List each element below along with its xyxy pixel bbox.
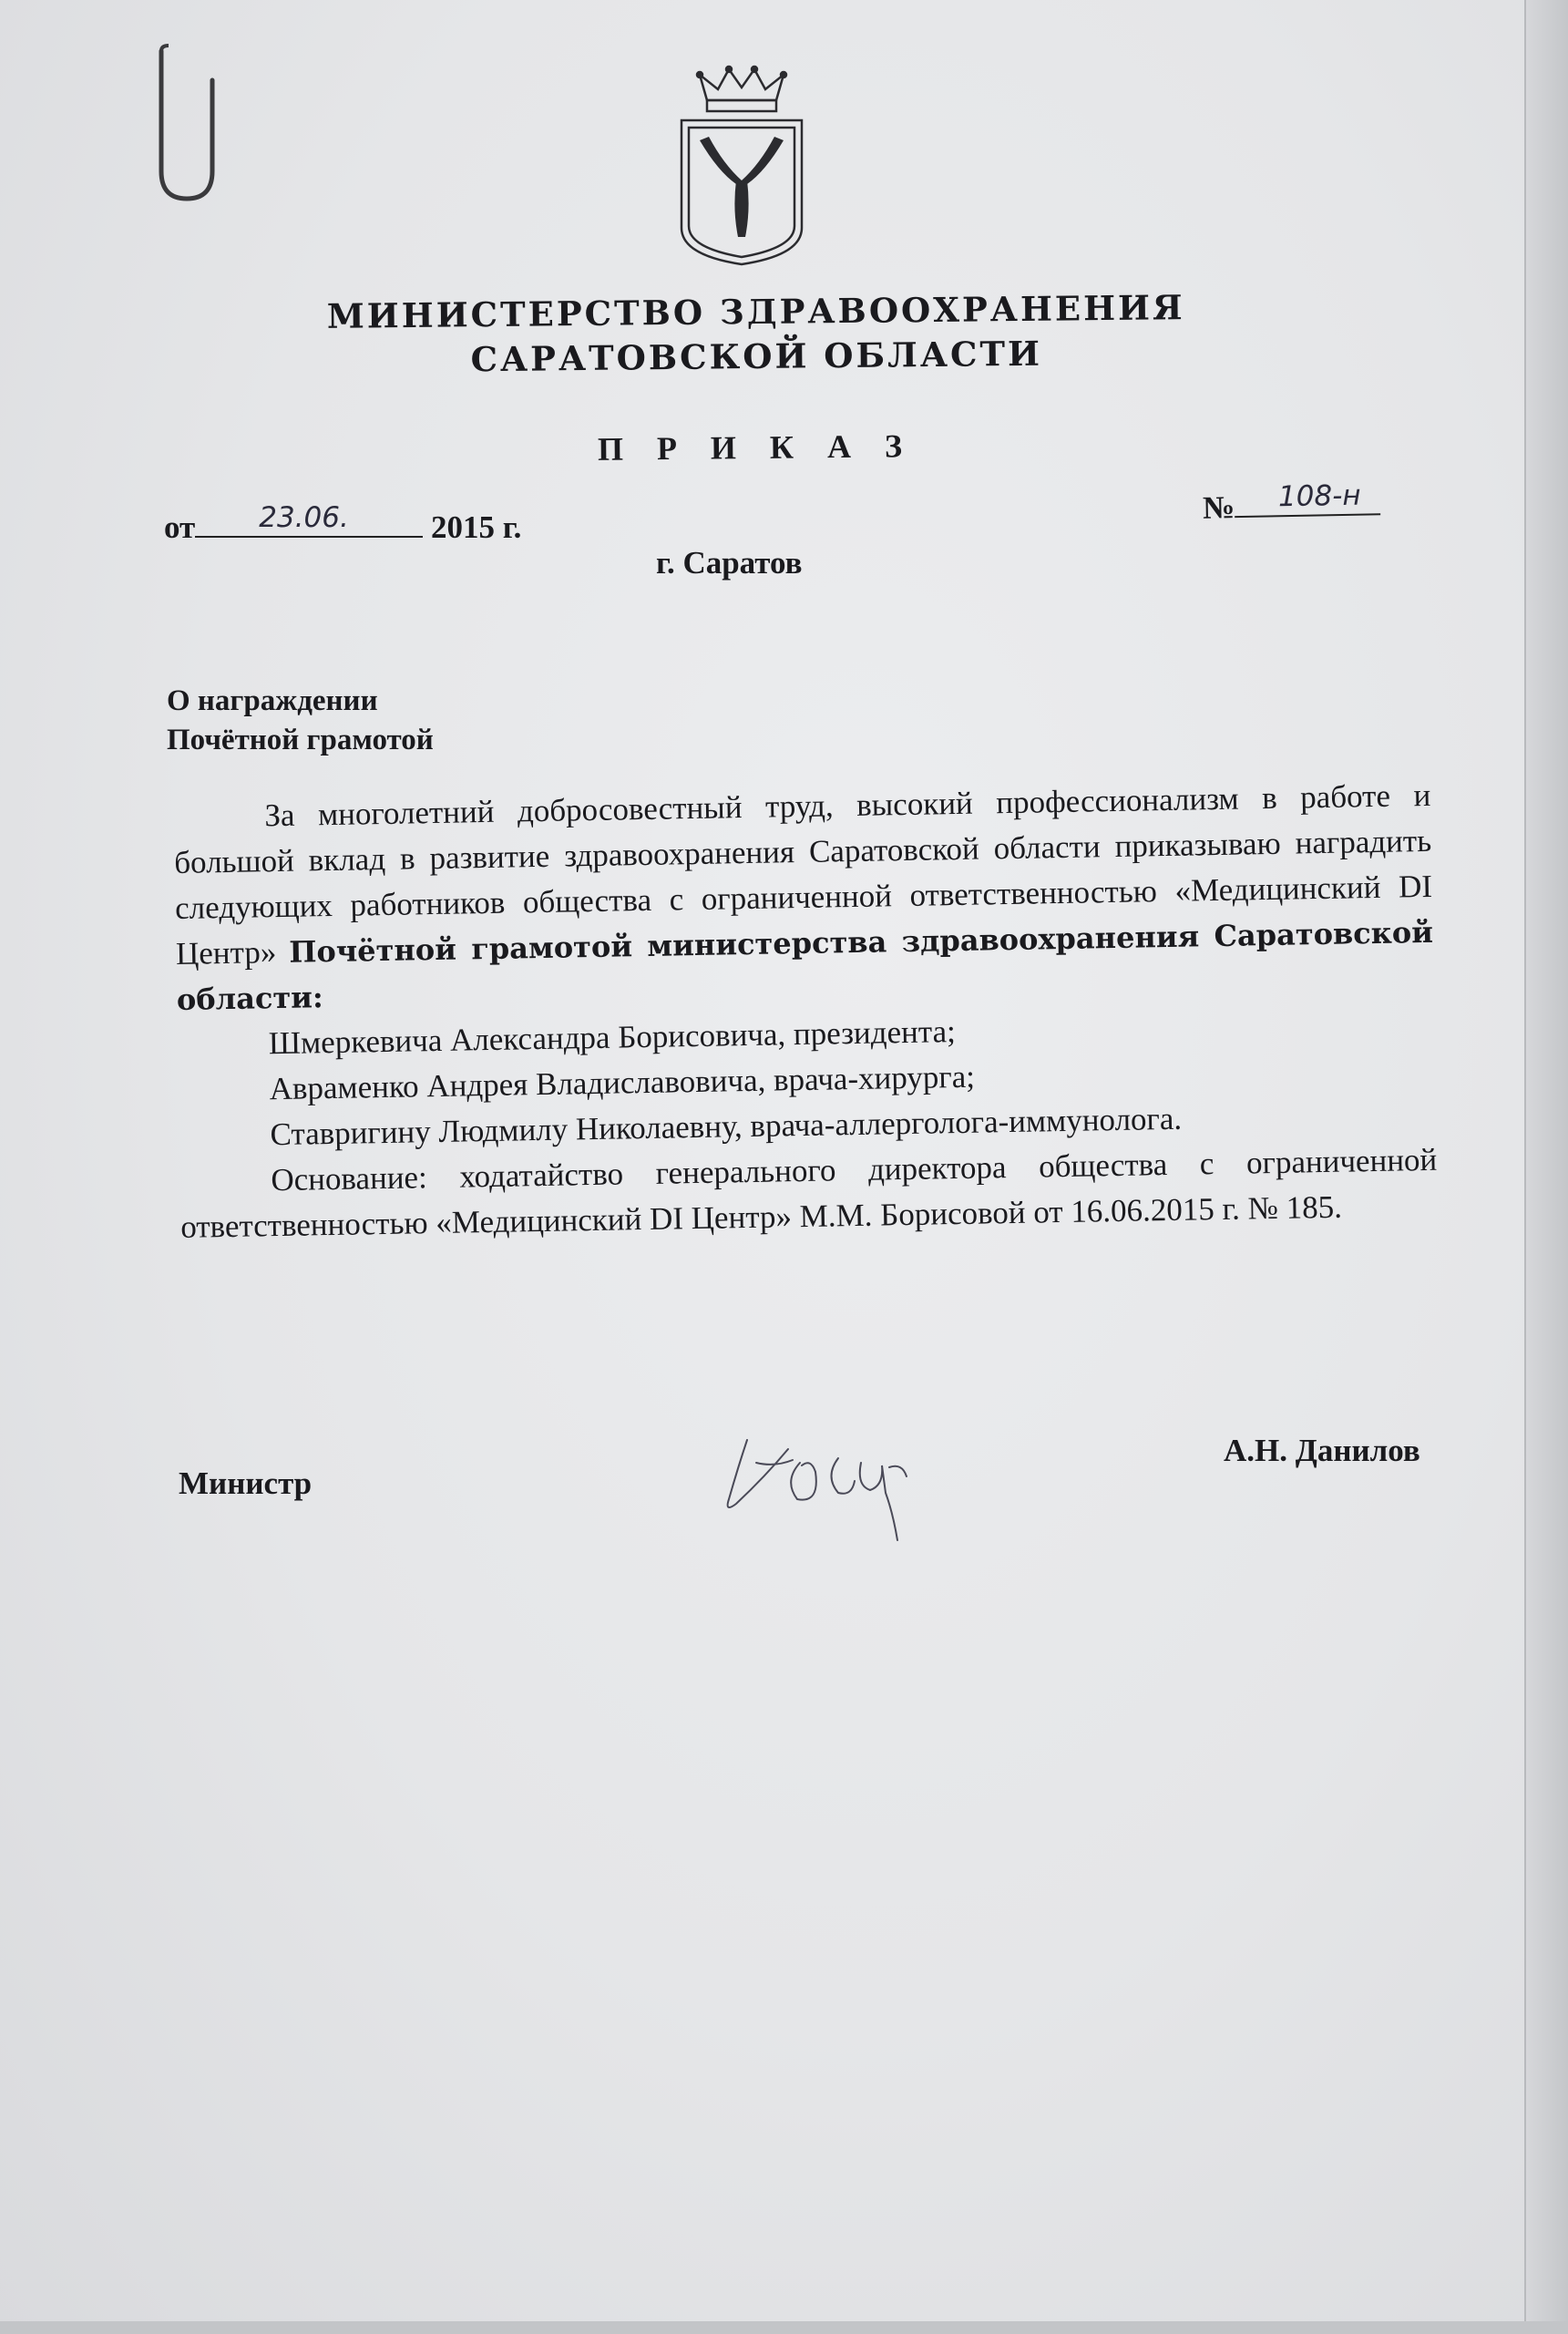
coat-of-arms-icon: [672, 64, 811, 266]
city: г. Саратов: [656, 545, 803, 581]
number-handwritten: 108-н: [1277, 478, 1361, 514]
date-prefix: от: [164, 509, 196, 545]
signer-title: Министр: [179, 1465, 313, 1501]
order-intro-paragraph: [173, 773, 1434, 1023]
date-year: 2015 г.: [430, 509, 522, 545]
subject-line1: О награждении: [167, 684, 378, 717]
subject-line2: Почётной грамотой: [167, 724, 434, 756]
signer-name: А.Н. Данилов: [1224, 1433, 1420, 1468]
number-prefix: №: [1202, 489, 1235, 526]
subject: [167, 682, 434, 760]
date-line: [164, 501, 522, 546]
paper-clip-icon: [150, 44, 232, 208]
document-type: П Р И К А З: [597, 427, 916, 468]
ministry-title-line1: МИНИСТЕРСТВО ЗДРАВООХРАНЕНИЯ: [326, 287, 1185, 336]
award-name: Почётной грамотой министерства здравоохранения Саратовской области:: [176, 914, 1434, 1017]
ministry-title-line2: САРАТОВСКОЙ ОБЛАСТИ: [470, 333, 1043, 380]
date-blank: [195, 501, 423, 538]
page-edge-bottom: [0, 2321, 1568, 2334]
number-line: [1202, 478, 1381, 526]
recipient-item: Авраменко Андрея Владиславовича, врача-хирурга;: [269, 1058, 976, 1107]
ministry-title: [301, 285, 1213, 384]
page-edge: [1524, 0, 1568, 2334]
recipient-item: Шмеркевича Александра Борисовича, президента;: [268, 1013, 957, 1062]
date-handwritten: 23.06.: [259, 501, 349, 534]
signature-icon: [711, 1413, 957, 1558]
number-blank: [1235, 478, 1381, 518]
order-body: [173, 773, 1439, 1250]
recipient-item: Ставригину Людмилу Николаевну, врача-аллерголога-иммунолога.: [270, 1100, 1183, 1153]
order-intro: За многолетний добросовестный труд, высокий профессионализм в работе и большой вклад в развитие здравоохранения Саратовской области приказываю наградить следующих работников общества с ограниченной ответственностью «Медицинский DI Центр»: [173, 776, 1433, 972]
basis-paragraph: Основание: ходатайство генерального директора общества с ограниченной ответственностью «Медицинский DI Центр» М.М. Борисовой от 16.06.2015 г. № 185.: [179, 1141, 1438, 1245]
